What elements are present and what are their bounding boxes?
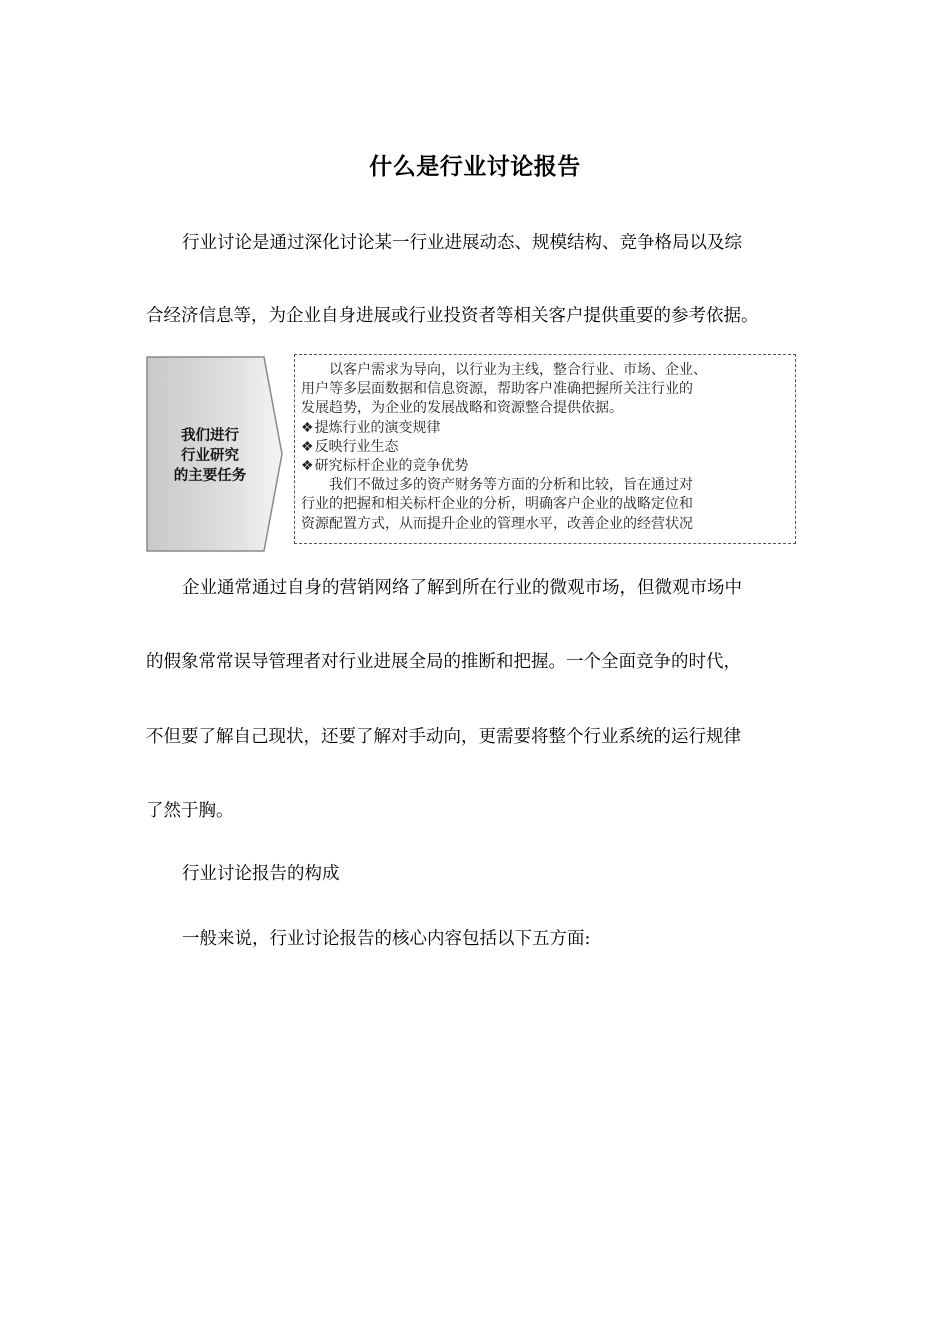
figure-left-label-line: 行业研究	[181, 448, 239, 464]
figure-intro-line: 以客户需求为导向，以行业为主线，整合行业、市场、企业、	[329, 362, 707, 378]
figure-bullet-item	[301, 457, 789, 476]
paragraph-3: 一般来说，行业讨论报告的核心内容包括以下五方面:	[182, 929, 591, 949]
paragraph-2-line-1: 企业通常通过自身的营销网络了解到所在行业的微观市场，但微观市场中	[182, 578, 742, 598]
figure-bullet-item	[301, 419, 789, 438]
figure-bullet-item	[301, 438, 789, 457]
figure-intro-line: 发展趋势，为企业的发展战略和资源整合提供依据。	[301, 400, 623, 417]
paragraph-1-line-2: 合经济信息等，为企业自身进展或行业投资者等相关客户提供重要的参考依据。	[146, 306, 759, 326]
figure-bullet-text: 研究标杆企业的竞争优势	[314, 458, 469, 475]
paragraph-2-line-4: 了然于胸。	[146, 801, 234, 821]
figure-bullet-text: 反映行业生态	[314, 438, 399, 455]
paragraph-2-line-3: 不但要了解自己现状，还要了解对手动向，更需要将整个行业系统的运行规律	[146, 727, 741, 747]
diamond-bullet-icon: ❖	[301, 419, 314, 436]
figure-closing-line: 我们不做过多的资产财务等方面的分析和比较，旨在通过对	[329, 477, 693, 494]
paragraph-2-line-2: 的假象常常误导管理者对行业进展全局的推断和把握。一个全面竞争的时代，	[146, 652, 741, 672]
diamond-bullet-icon: ❖	[301, 438, 314, 455]
figure-closing-line: 行业的把握和相关标杆企业的分析，明确客户企业的战略定位和	[301, 496, 693, 513]
research-tasks-figure	[146, 354, 806, 552]
figure-closing-line: 资源配置方式，从而提升企业的管理水平，改善企业的经营状况	[301, 515, 693, 532]
figure-left-label-line: 我们进行	[181, 428, 239, 444]
figure-text-box	[294, 354, 796, 544]
figure-intro-line: 用户等多层面数据和信息资源，帮助客户准确把握所关注行业的	[301, 381, 693, 398]
figure-arrow-box	[146, 354, 286, 552]
page-title: 什么是行业讨论报告	[369, 153, 581, 180]
paragraph-1-line-1: 行业讨论是通过深化讨论某一行业进展动态、规模结构、竞争格局以及综	[182, 233, 742, 253]
figure-bullet-text: 提炼行业的演变规律	[314, 419, 441, 436]
section-heading: 行业讨论报告的构成	[182, 864, 340, 884]
figure-left-label	[160, 426, 260, 486]
diamond-bullet-icon: ❖	[301, 458, 314, 475]
figure-left-label-line: 的主要任务	[173, 468, 247, 484]
